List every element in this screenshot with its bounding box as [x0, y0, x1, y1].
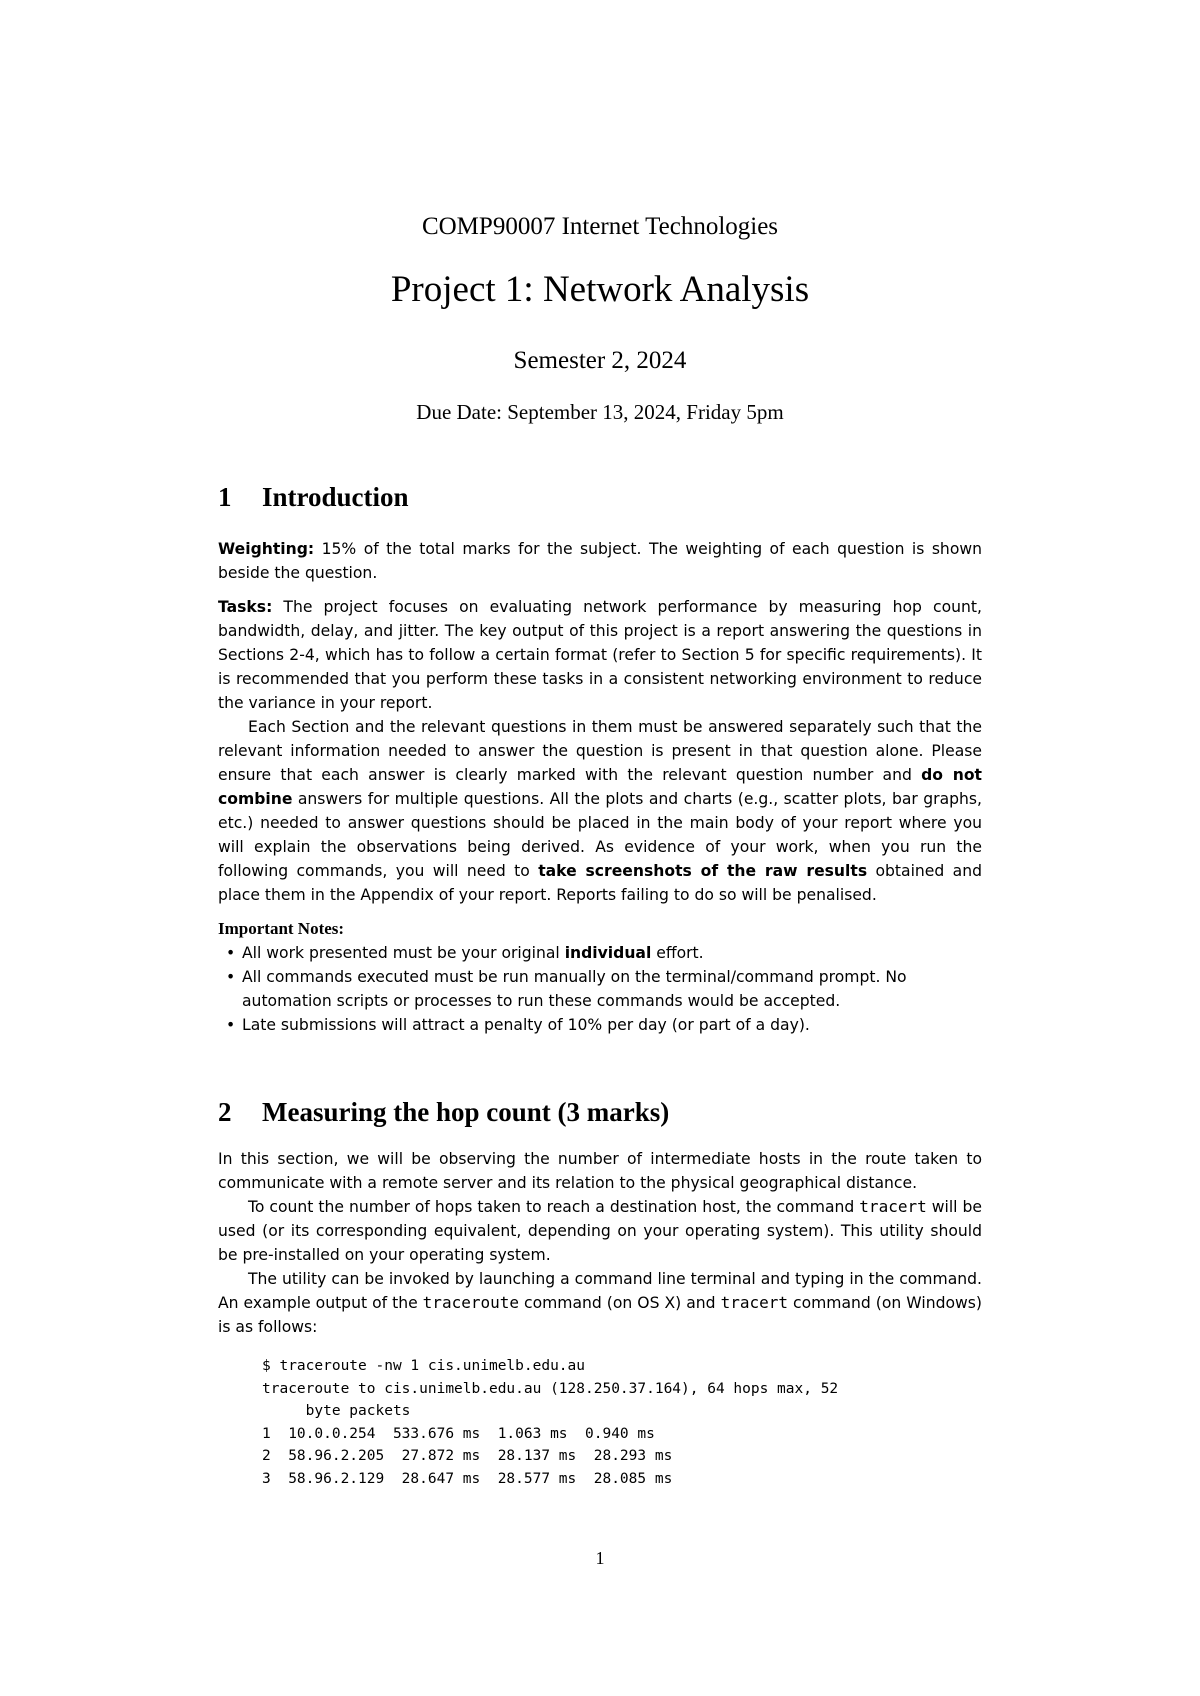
weighting-paragraph: [218, 537, 982, 585]
instructions-bold-1: do not combine: [218, 766, 983, 808]
code: tracert: [859, 1197, 927, 1216]
code: traceroute: [422, 1293, 519, 1312]
text: command (on OS X) and: [519, 1294, 721, 1312]
important-notes-heading: Important Notes:: [218, 919, 345, 938]
instructions-text-2: answers for multiple questions. All the plots and charts (e.g., scatter plots, bar graphs, etc.) needed to answer questions should be placed in the main body of your report where you will explain the observations being derived. As evidence of your work, when you run the following commands, you will need to: [218, 790, 982, 880]
note-bold: individual: [564, 944, 652, 962]
hop-paragraph-1: In this section, we will be observing the number of intermediate hosts in the route taken to communicate with a remote server and its relation to the physical geographical distance.: [218, 1150, 982, 1192]
note-text: All work presented must be your original: [242, 944, 565, 962]
page-number: 1: [595, 1548, 605, 1568]
instructions-text-1: Each Section and the relevant questions in them must be answered separately such that the relevant information needed to answer the question is present in that question alone. Please ensure that each answer is clearly marked with the relevant question number and: [218, 718, 982, 784]
weighting-label: Weighting:: [218, 540, 315, 558]
tasks-text: The project focuses on evaluating network performance by measuring hop count, bandwidth, delay, and jitter. The key output of this project is a report answering the questions in Sections 2-4, which has to follow a certain format (refer to Section 5 for specific requirements). It is recommended that you perform these tasks in a consistent networking environment to reduce the variance in your report.: [218, 598, 982, 712]
instructions-bold-2: take screenshots of the raw results: [538, 862, 868, 880]
instructions-paragraph: [218, 715, 982, 907]
text: will be used (or its corresponding equivalent, depending on your operating system). This utility should be pre-installed on your operating system.: [218, 1198, 982, 1264]
course-name: COMP90007 Internet Technologies: [421, 213, 779, 240]
section-title: Measuring the hop count (3 marks): [262, 1097, 670, 1127]
hop-paragraph-3: [218, 1267, 982, 1339]
weighting-text: 15% of the total marks for the subject. The weighting of each question is shown beside the question.: [218, 540, 982, 582]
tasks-paragraph: [218, 595, 982, 715]
list-item: [218, 941, 982, 965]
tasks-label: Tasks:: [218, 598, 273, 616]
introduction-body: [218, 537, 982, 1037]
section-heading-hop-count: [218, 1097, 669, 1128]
text: To count the number of hops taken to reach a destination host, the command: [248, 1198, 860, 1216]
section-number: 2: [218, 1097, 232, 1127]
list-item: • All commands executed must be run manually on the terminal/command prompt. No automation scripts or processes to run these commands would be accepted.: [218, 965, 982, 1013]
section-title: Introduction: [262, 482, 409, 512]
hop-paragraph-2: [218, 1195, 982, 1267]
instructions-text-3: obtained and place them in the Appendix of your report. Reports failing to do so will be penalised.: [218, 862, 982, 904]
text: command (on Windows) is as follows:: [218, 1294, 982, 1336]
traceroute-output: $ traceroute -nw 1 cis.unimelb.edu.au traceroute to cis.unimelb.edu.au (128.250.37.164), 64 hops max, 52 byte packets 1 10.0.0.254 533.676 ms 1.063 ms 0.940 ms 2 58.96.2.205 27.872 ms 28.137 ms 28.293 ms 3 58.96.2.129 28.647 ms 28.577 ms 28.085 ms: [262, 1358, 839, 1487]
section-heading-introduction: [218, 482, 409, 513]
note-text: effort.: [651, 944, 704, 962]
document-title: Project 1: Network Analysis: [390, 269, 810, 310]
list-item: • Late submissions will attract a penalty of 10% per day (or part of a day).: [218, 1013, 982, 1037]
semester: Semester 2, 2024: [513, 347, 687, 374]
text: The utility can be invoked by launching a command line terminal and typing in the command. An example output of the: [218, 1270, 982, 1312]
hop-count-body: [218, 1147, 982, 1339]
important-notes-list: [218, 941, 982, 1037]
code: tracert: [720, 1293, 788, 1312]
section-number: 1: [218, 482, 232, 512]
due-date: Due Date: September 13, 2024, Friday 5pm: [416, 400, 784, 424]
